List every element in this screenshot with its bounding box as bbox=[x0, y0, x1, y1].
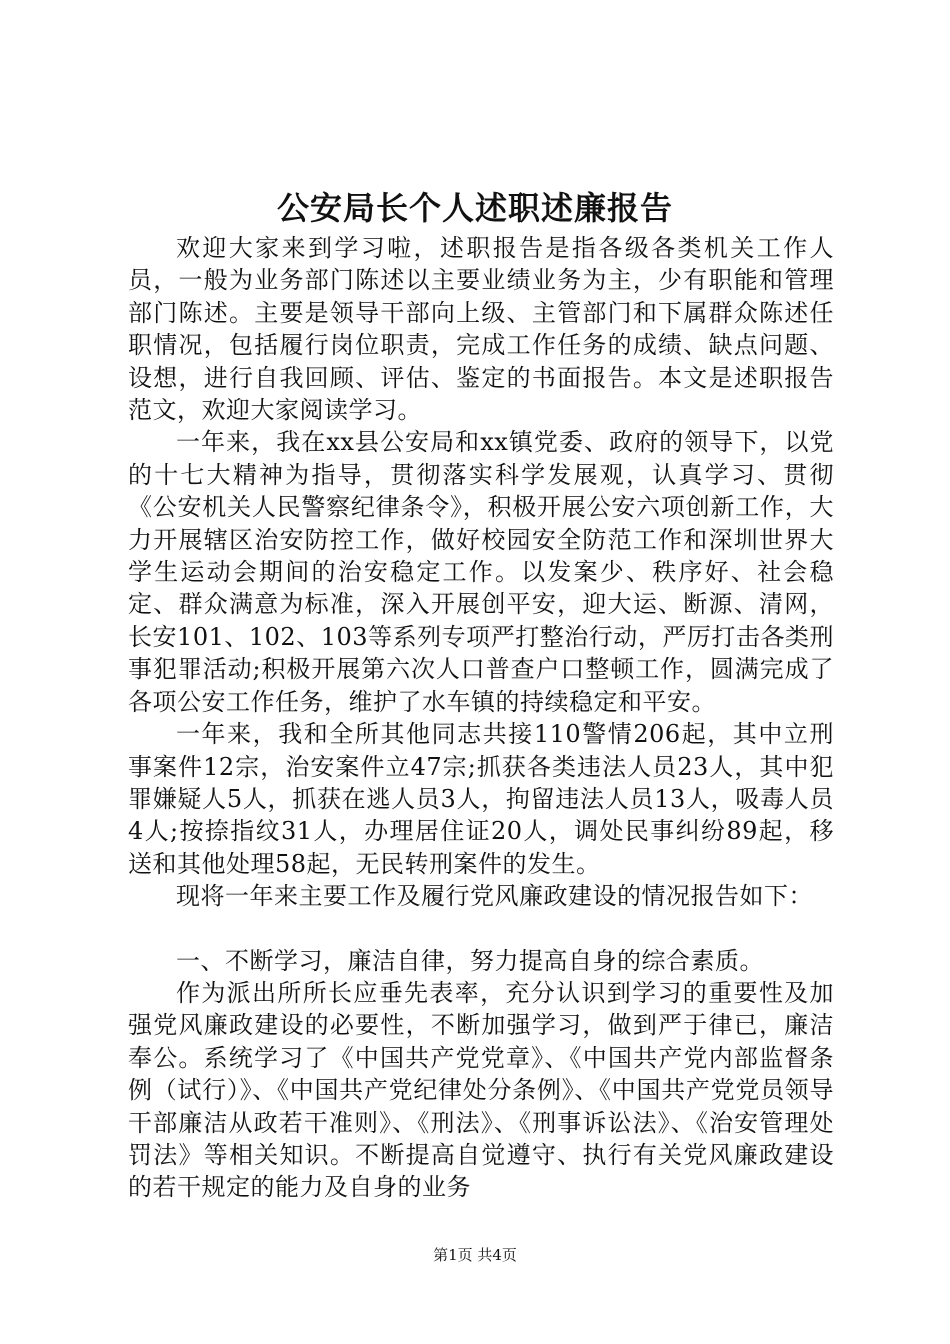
paragraph-report-lead: 现将一年来主要工作及履行党风廉政建设的情况报告如下： bbox=[176, 882, 813, 911]
section-heading-1: 一、不断学习，廉洁自律，努力提高自身的综合素质。 bbox=[176, 946, 764, 975]
document-body bbox=[128, 232, 834, 1204]
paragraph-study: 作为派出所所长应垂先表率，充分认识到学习的重要性及加强党风廉政建设的必要性，不断加强学习，做到严于律已，廉洁奉公。系统学习了《中国共产党党章》、《中国共产党内部监督条例（试行）》、《中国共产党纪律处分条例》、《中国共产党党员领导干部廉洁从政若干准则》、《刑法》、《刑事诉讼法》、《治安管理处罚法》等相关知识。不断提高自觉遵守、执行有关党风廉政建设的若干规定的能力及自身的业务 bbox=[128, 978, 834, 1202]
page-number-footer: 第1页 共4页 bbox=[433, 1246, 517, 1264]
paragraph-overview: 一年来，我在xx县公安局和xx镇党委、政府的领导下，以党的十七大精神为指导，贯彻落实科学发展观，认真学习、贯彻《公安机关人民警察纪律条令》，积极开展公安六项创新工作，大力开展辖区治安防控工作，做好校园安全防范工作和深圳世界大学生运动会期间的治安稳定工作。以发案少、秩序好、社会稳定、群众满意为标准，深入开展创平安，迎大运、断源、清网，长安101、102、103等系列专项严打整治行动，严厉打击各类刑事犯罪活动;积极开展第六次人口普查户口整顿工作，圆满完成了各项公安工作任务，维护了水车镇的持续稳定和平安。 bbox=[128, 428, 834, 716]
document-title: 公安局长个人述职述廉报告 bbox=[276, 189, 673, 227]
paragraph-statistics: 一年来，我和全所其他同志共接110警情206起，其中立刑事案件12宗，治安案件立47宗;抓获各类违法人员23人，其中犯罪嫌疑人5人，抓获在逃人员3人，拘留违法人员13人，吸毒人员4人;按捺指纹31人，办理居住证20人，调处民事纠纷89起，移送和其他处理58起，无民转刑案件的发生。 bbox=[128, 720, 834, 878]
paragraph-intro: 欢迎大家来到学习啦，述职报告是指各级各类机关工作人员，一般为业务部门陈述以主要业绩业务为主，少有职能和管理部门陈述。主要是领导干部向上级、主管部门和下属群众陈述任职情况，包括履行岗位职责，完成工作任务的成绩、缺点问题、设想，进行自我回顾、评估、鉴定的书面报告。本文是述职报告范文，欢迎大家阅读学习。 bbox=[128, 234, 834, 425]
